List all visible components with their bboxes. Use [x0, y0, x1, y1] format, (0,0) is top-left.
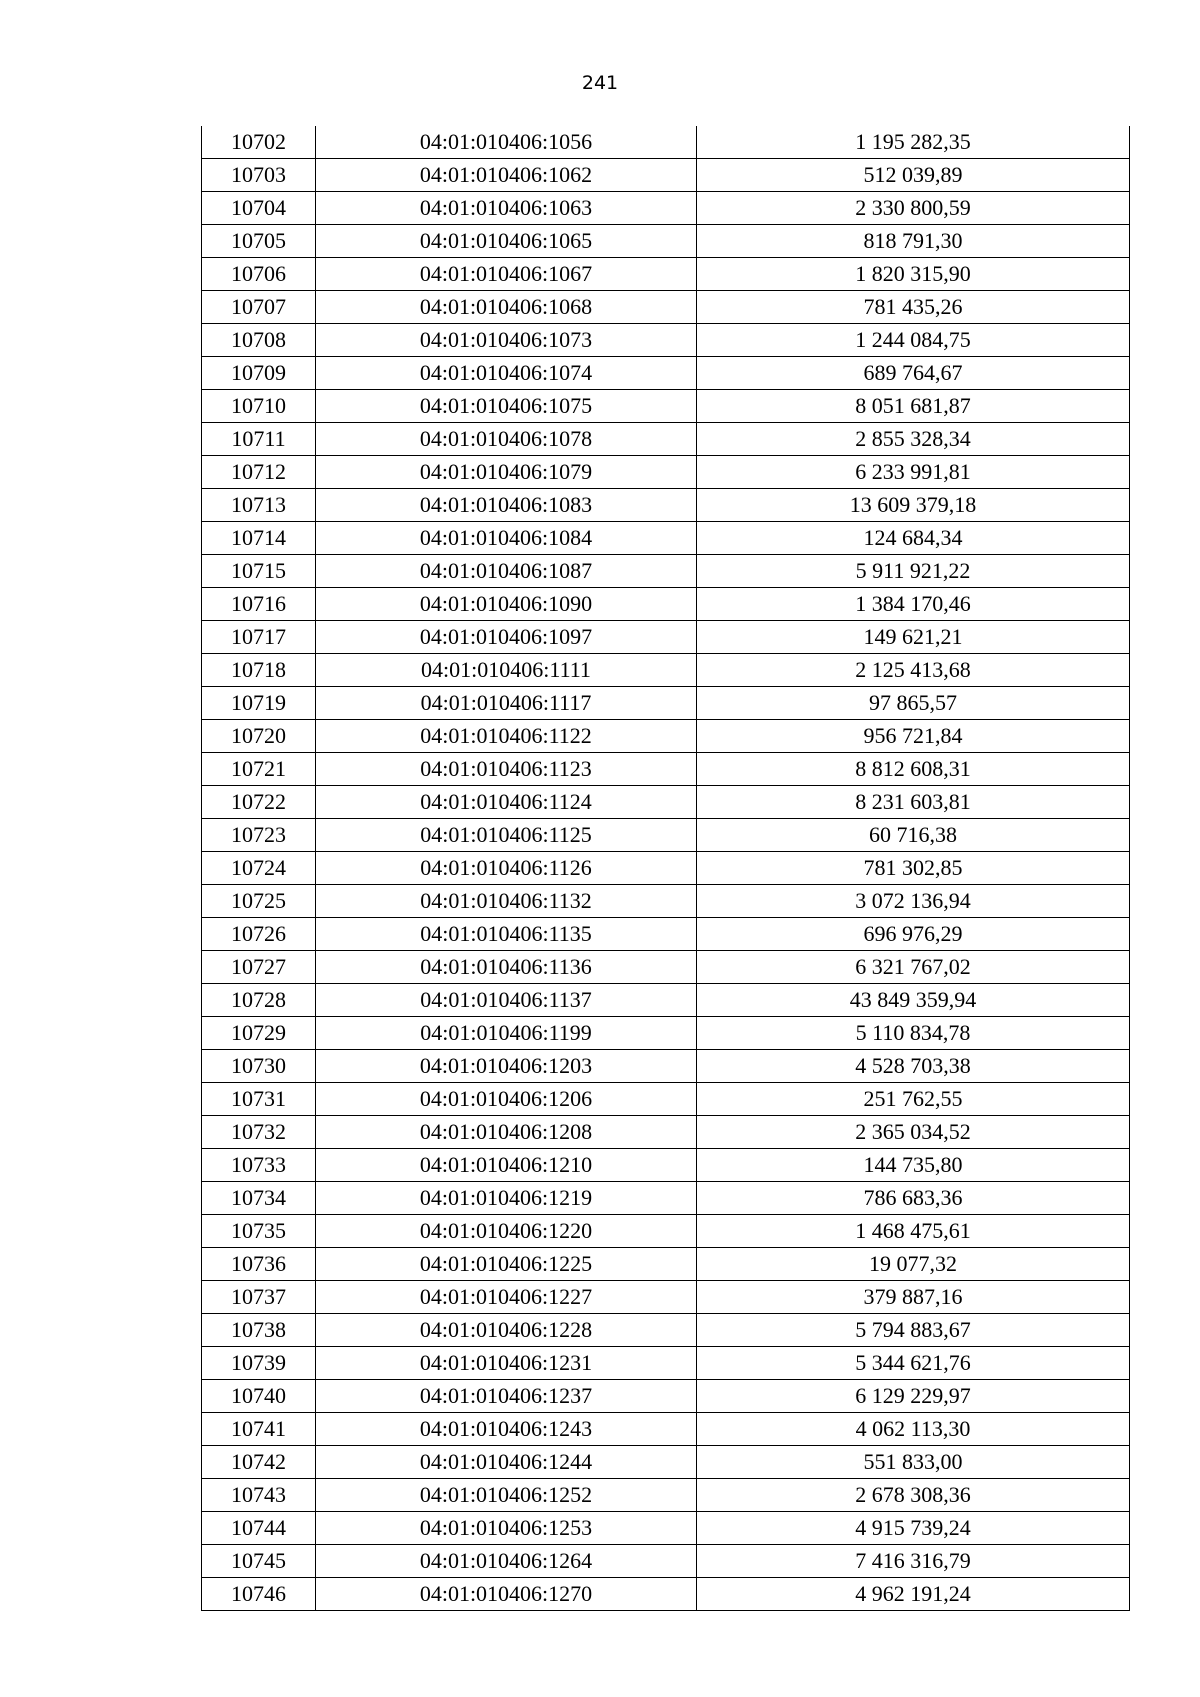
row-number-cell: 10732 — [202, 1116, 316, 1149]
table-row — [202, 687, 1130, 720]
cadastral-value-cell: 8 231 603,81 — [697, 786, 1130, 819]
table-row — [202, 1446, 1130, 1479]
table-row — [202, 588, 1130, 621]
table-row — [202, 1149, 1130, 1182]
cadastral-value-cell: 512 039,89 — [697, 159, 1130, 192]
table-row — [202, 852, 1130, 885]
table-row — [202, 1248, 1130, 1281]
cadastral-value-cell: 1 195 282,35 — [697, 126, 1130, 159]
cadastral-value-cell: 7 416 316,79 — [697, 1545, 1130, 1578]
cadastral-number-cell: 04:01:010406:1125 — [316, 819, 697, 852]
cadastral-value-cell: 2 678 308,36 — [697, 1479, 1130, 1512]
cadastral-value-cell: 696 976,29 — [697, 918, 1130, 951]
cadastral-number-cell: 04:01:010406:1208 — [316, 1116, 697, 1149]
table-row — [202, 1050, 1130, 1083]
cadastral-value-cell: 4 915 739,24 — [697, 1512, 1130, 1545]
cadastral-number-cell: 04:01:010406:1062 — [316, 159, 697, 192]
table-row — [202, 1413, 1130, 1446]
table-row — [202, 159, 1130, 192]
table-row — [202, 819, 1130, 852]
cadastral-number-cell: 04:01:010406:1111 — [316, 654, 697, 687]
table-row — [202, 786, 1130, 819]
cadastral-number-cell: 04:01:010406:1225 — [316, 1248, 697, 1281]
table-row — [202, 390, 1130, 423]
cadastral-value-cell: 144 735,80 — [697, 1149, 1130, 1182]
cadastral-value-cell: 4 062 113,30 — [697, 1413, 1130, 1446]
table-row — [202, 720, 1130, 753]
row-number-cell: 10740 — [202, 1380, 316, 1413]
row-number-cell: 10735 — [202, 1215, 316, 1248]
table-row — [202, 489, 1130, 522]
cadastral-number-cell: 04:01:010406:1067 — [316, 258, 697, 291]
cadastral-value-cell: 97 865,57 — [697, 687, 1130, 720]
cadastral-value-cell: 19 077,32 — [697, 1248, 1130, 1281]
table-row — [202, 1083, 1130, 1116]
table-row — [202, 192, 1130, 225]
cadastral-number-cell: 04:01:010406:1097 — [316, 621, 697, 654]
row-number-cell: 10737 — [202, 1281, 316, 1314]
cadastral-value-cell: 956 721,84 — [697, 720, 1130, 753]
cadastral-number-cell: 04:01:010406:1084 — [316, 522, 697, 555]
row-number-cell: 10744 — [202, 1512, 316, 1545]
cadastral-number-cell: 04:01:010406:1056 — [316, 126, 697, 159]
cadastral-value-cell: 5 794 883,67 — [697, 1314, 1130, 1347]
row-number-cell: 10711 — [202, 423, 316, 456]
cadastral-number-cell: 04:01:010406:1252 — [316, 1479, 697, 1512]
row-number-cell: 10707 — [202, 291, 316, 324]
cadastral-number-cell: 04:01:010406:1244 — [316, 1446, 697, 1479]
cadastral-value-cell: 13 609 379,18 — [697, 489, 1130, 522]
row-number-cell: 10714 — [202, 522, 316, 555]
cadastral-number-cell: 04:01:010406:1210 — [316, 1149, 697, 1182]
row-number-cell: 10703 — [202, 159, 316, 192]
cadastral-value-cell: 124 684,34 — [697, 522, 1130, 555]
row-number-cell: 10746 — [202, 1578, 316, 1611]
cadastral-number-cell: 04:01:010406:1087 — [316, 555, 697, 588]
cadastral-value-cell: 1 820 315,90 — [697, 258, 1130, 291]
row-number-cell: 10721 — [202, 753, 316, 786]
cadastral-value-cell: 1 468 475,61 — [697, 1215, 1130, 1248]
table-row — [202, 885, 1130, 918]
row-number-cell: 10736 — [202, 1248, 316, 1281]
row-number-cell: 10733 — [202, 1149, 316, 1182]
table-row — [202, 555, 1130, 588]
cadastral-number-cell: 04:01:010406:1253 — [316, 1512, 697, 1545]
table-row — [202, 1116, 1130, 1149]
cadastral-value-cell: 551 833,00 — [697, 1446, 1130, 1479]
cadastral-value-cell: 5 110 834,78 — [697, 1017, 1130, 1050]
table-row — [202, 456, 1130, 489]
table-row — [202, 1479, 1130, 1512]
cadastral-number-cell: 04:01:010406:1132 — [316, 885, 697, 918]
cadastral-number-cell: 04:01:010406:1237 — [316, 1380, 697, 1413]
table-body — [202, 126, 1130, 1611]
table-row — [202, 951, 1130, 984]
table-row — [202, 258, 1130, 291]
cadastral-number-cell: 04:01:010406:1206 — [316, 1083, 697, 1116]
cadastral-number-cell: 04:01:010406:1227 — [316, 1281, 697, 1314]
row-number-cell: 10720 — [202, 720, 316, 753]
cadastral-number-cell: 04:01:010406:1122 — [316, 720, 697, 753]
cadastral-value-cell: 149 621,21 — [697, 621, 1130, 654]
row-number-cell: 10734 — [202, 1182, 316, 1215]
table-row — [202, 984, 1130, 1017]
cadastral-number-cell: 04:01:010406:1075 — [316, 390, 697, 423]
row-number-cell: 10730 — [202, 1050, 316, 1083]
cadastral-value-cell: 6 233 991,81 — [697, 456, 1130, 489]
cadastral-value-table — [201, 126, 1130, 1611]
cadastral-value-cell: 786 683,36 — [697, 1182, 1130, 1215]
cadastral-number-cell: 04:01:010406:1135 — [316, 918, 697, 951]
cadastral-value-cell: 60 716,38 — [697, 819, 1130, 852]
row-number-cell: 10724 — [202, 852, 316, 885]
cadastral-number-cell: 04:01:010406:1220 — [316, 1215, 697, 1248]
cadastral-value-cell: 6 129 229,97 — [697, 1380, 1130, 1413]
row-number-cell: 10710 — [202, 390, 316, 423]
row-number-cell: 10738 — [202, 1314, 316, 1347]
row-number-cell: 10717 — [202, 621, 316, 654]
cadastral-value-cell: 2 125 413,68 — [697, 654, 1130, 687]
cadastral-number-cell: 04:01:010406:1073 — [316, 324, 697, 357]
cadastral-value-cell: 5 911 921,22 — [697, 555, 1130, 588]
cadastral-value-cell: 6 321 767,02 — [697, 951, 1130, 984]
cadastral-value-cell: 1 244 084,75 — [697, 324, 1130, 357]
row-number-cell: 10713 — [202, 489, 316, 522]
row-number-cell: 10722 — [202, 786, 316, 819]
cadastral-number-cell: 04:01:010406:1137 — [316, 984, 697, 1017]
cadastral-number-cell: 04:01:010406:1219 — [316, 1182, 697, 1215]
row-number-cell: 10705 — [202, 225, 316, 258]
cadastral-number-cell: 04:01:010406:1079 — [316, 456, 697, 489]
table-row — [202, 324, 1130, 357]
table-row — [202, 357, 1130, 390]
row-number-cell: 10728 — [202, 984, 316, 1017]
row-number-cell: 10706 — [202, 258, 316, 291]
table-row — [202, 1281, 1130, 1314]
cadastral-value-cell: 8 051 681,87 — [697, 390, 1130, 423]
table-row — [202, 1578, 1130, 1611]
row-number-cell: 10731 — [202, 1083, 316, 1116]
row-number-cell: 10708 — [202, 324, 316, 357]
row-number-cell: 10743 — [202, 1479, 316, 1512]
table-row — [202, 918, 1130, 951]
table-row — [202, 654, 1130, 687]
cadastral-value-cell: 5 344 621,76 — [697, 1347, 1130, 1380]
row-number-cell: 10742 — [202, 1446, 316, 1479]
cadastral-number-cell: 04:01:010406:1090 — [316, 588, 697, 621]
cadastral-value-cell: 4 962 191,24 — [697, 1578, 1130, 1611]
cadastral-number-cell: 04:01:010406:1068 — [316, 291, 697, 324]
cadastral-value-cell: 8 812 608,31 — [697, 753, 1130, 786]
page-number: 241 — [581, 72, 619, 94]
row-number-cell: 10739 — [202, 1347, 316, 1380]
cadastral-value-cell: 818 791,30 — [697, 225, 1130, 258]
table-row — [202, 621, 1130, 654]
cadastral-value-cell: 43 849 359,94 — [697, 984, 1130, 1017]
table-row — [202, 291, 1130, 324]
cadastral-number-cell: 04:01:010406:1136 — [316, 951, 697, 984]
table-row — [202, 753, 1130, 786]
cadastral-number-cell: 04:01:010406:1124 — [316, 786, 697, 819]
table-row — [202, 225, 1130, 258]
table-row — [202, 1512, 1130, 1545]
cadastral-number-cell: 04:01:010406:1065 — [316, 225, 697, 258]
table-row — [202, 1545, 1130, 1578]
cadastral-value-cell: 4 528 703,38 — [697, 1050, 1130, 1083]
table-row — [202, 1017, 1130, 1050]
cadastral-number-cell: 04:01:010406:1264 — [316, 1545, 697, 1578]
table-row — [202, 423, 1130, 456]
cadastral-number-cell: 04:01:010406:1123 — [316, 753, 697, 786]
cadastral-value-cell: 781 435,26 — [697, 291, 1130, 324]
table-row — [202, 1182, 1130, 1215]
cadastral-value-cell: 379 887,16 — [697, 1281, 1130, 1314]
cadastral-number-cell: 04:01:010406:1074 — [316, 357, 697, 390]
cadastral-value-cell: 2 855 328,34 — [697, 423, 1130, 456]
table-row — [202, 1215, 1130, 1248]
cadastral-value-cell: 251 762,55 — [697, 1083, 1130, 1116]
cadastral-number-cell: 04:01:010406:1203 — [316, 1050, 697, 1083]
row-number-cell: 10745 — [202, 1545, 316, 1578]
cadastral-number-cell: 04:01:010406:1199 — [316, 1017, 697, 1050]
table-row — [202, 1314, 1130, 1347]
table-row — [202, 522, 1130, 555]
row-number-cell: 10723 — [202, 819, 316, 852]
row-number-cell: 10729 — [202, 1017, 316, 1050]
row-number-cell: 10719 — [202, 687, 316, 720]
cadastral-number-cell: 04:01:010406:1270 — [316, 1578, 697, 1611]
row-number-cell: 10715 — [202, 555, 316, 588]
row-number-cell: 10702 — [202, 126, 316, 159]
row-number-cell: 10704 — [202, 192, 316, 225]
cadastral-value-cell: 3 072 136,94 — [697, 885, 1130, 918]
table-row — [202, 126, 1130, 159]
row-number-cell: 10725 — [202, 885, 316, 918]
table-row — [202, 1380, 1130, 1413]
cadastral-value-cell: 689 764,67 — [697, 357, 1130, 390]
cadastral-number-cell: 04:01:010406:1078 — [316, 423, 697, 456]
row-number-cell: 10741 — [202, 1413, 316, 1446]
cadastral-number-cell: 04:01:010406:1231 — [316, 1347, 697, 1380]
cadastral-number-cell: 04:01:010406:1243 — [316, 1413, 697, 1446]
cadastral-value-cell: 2 365 034,52 — [697, 1116, 1130, 1149]
cadastral-number-cell: 04:01:010406:1228 — [316, 1314, 697, 1347]
row-number-cell: 10726 — [202, 918, 316, 951]
row-number-cell: 10718 — [202, 654, 316, 687]
cadastral-number-cell: 04:01:010406:1126 — [316, 852, 697, 885]
cadastral-value-cell: 2 330 800,59 — [697, 192, 1130, 225]
cadastral-number-cell: 04:01:010406:1063 — [316, 192, 697, 225]
row-number-cell: 10712 — [202, 456, 316, 489]
table-row — [202, 1347, 1130, 1380]
cadastral-value-cell: 1 384 170,46 — [697, 588, 1130, 621]
cadastral-number-cell: 04:01:010406:1083 — [316, 489, 697, 522]
cadastral-value-cell: 781 302,85 — [697, 852, 1130, 885]
row-number-cell: 10709 — [202, 357, 316, 390]
row-number-cell: 10727 — [202, 951, 316, 984]
row-number-cell: 10716 — [202, 588, 316, 621]
cadastral-table-container — [201, 126, 1129, 1611]
cadastral-number-cell: 04:01:010406:1117 — [316, 687, 697, 720]
